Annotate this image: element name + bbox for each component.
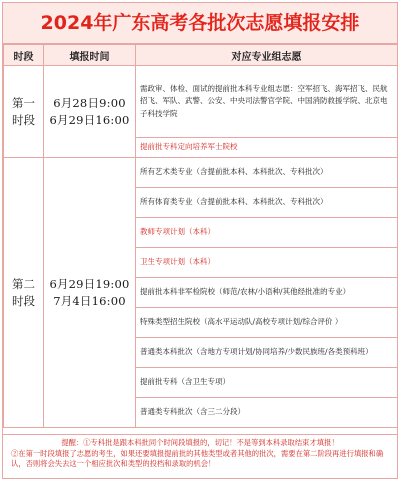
period2-label-line2: 时段	[12, 293, 35, 308]
reminder-line-2: ②在第一时段填报了志愿的考生，如果还要填报提前批的其他类型或者其他的批次，需要在第二阶段再进行填报和确认，否则将会失去这一个相应批次和类型的投档和录取的机会！	[11, 448, 384, 468]
period2-item: 教师专项计划（本科）	[136, 218, 398, 248]
period2-item: 提前批专科（含卫生专项）	[136, 368, 398, 398]
period1-label-line1: 第一	[12, 95, 35, 110]
period2-item: 所有艺术类专业（含提前批本科、本科批次、专科批次）	[136, 158, 398, 188]
period2-item: 提前批本科非军检院校（师范/农林/小语种/其他经批准的专业）	[136, 278, 398, 308]
period1-label	[4, 66, 44, 158]
period2-item: 特殊类型招生院校（高水平运动队/高校专项计划/综合评价 ）	[136, 308, 398, 338]
page-title: 2024年广东高考各批次志愿填报安排	[3, 3, 397, 44]
period1-item-2: 提前批专科定向培养军士院校	[136, 138, 398, 158]
period1-time	[44, 66, 136, 158]
period2-time	[44, 158, 136, 428]
schedule-table	[3, 44, 398, 428]
reminder-note	[3, 434, 397, 478]
table-header-row	[4, 45, 398, 66]
period1-time-end: 6月29日16:00	[49, 112, 130, 127]
period2-item: 普通类本科批次（含地方专项计划/协同培养/少数民族班/各类预科班）	[136, 338, 398, 368]
reminder-line-1: 提醒：①专科批是跟本科批同个时间段填报的，切记！不是等到本科录取结束才填报！	[61, 438, 339, 447]
period2-time-end: 7月4日16:00	[53, 293, 126, 308]
period2-item: 普通类专科批次（含三二分段）	[136, 398, 398, 428]
period1-time-start: 6月28日9:00	[53, 95, 126, 110]
schedule-sheet	[2, 2, 398, 479]
period2-row	[4, 158, 398, 188]
period2-label	[4, 158, 44, 428]
period2-item: 所有体育类专业（含提前批本科、本科批次、专科批次）	[136, 188, 398, 218]
period1-label-line2: 时段	[12, 112, 35, 127]
period2-label-line1: 第二	[12, 276, 35, 291]
header-time: 填报时间	[44, 45, 136, 66]
period1-item-1: 需政审、体检、面试的提前批本科专业组志愿：空军招飞、海军招飞、民航招飞、军队、武警、公安、中央司法警官学院、中国消防救援学院、北京电子科技学院	[136, 66, 398, 138]
header-segment: 时段	[4, 45, 44, 66]
period2-time-start: 6月29日19:00	[49, 276, 130, 291]
period1-row	[4, 66, 398, 138]
header-major: 对应专业组志愿	[136, 45, 398, 66]
period2-item: 卫生专项计划（本科）	[136, 248, 398, 278]
